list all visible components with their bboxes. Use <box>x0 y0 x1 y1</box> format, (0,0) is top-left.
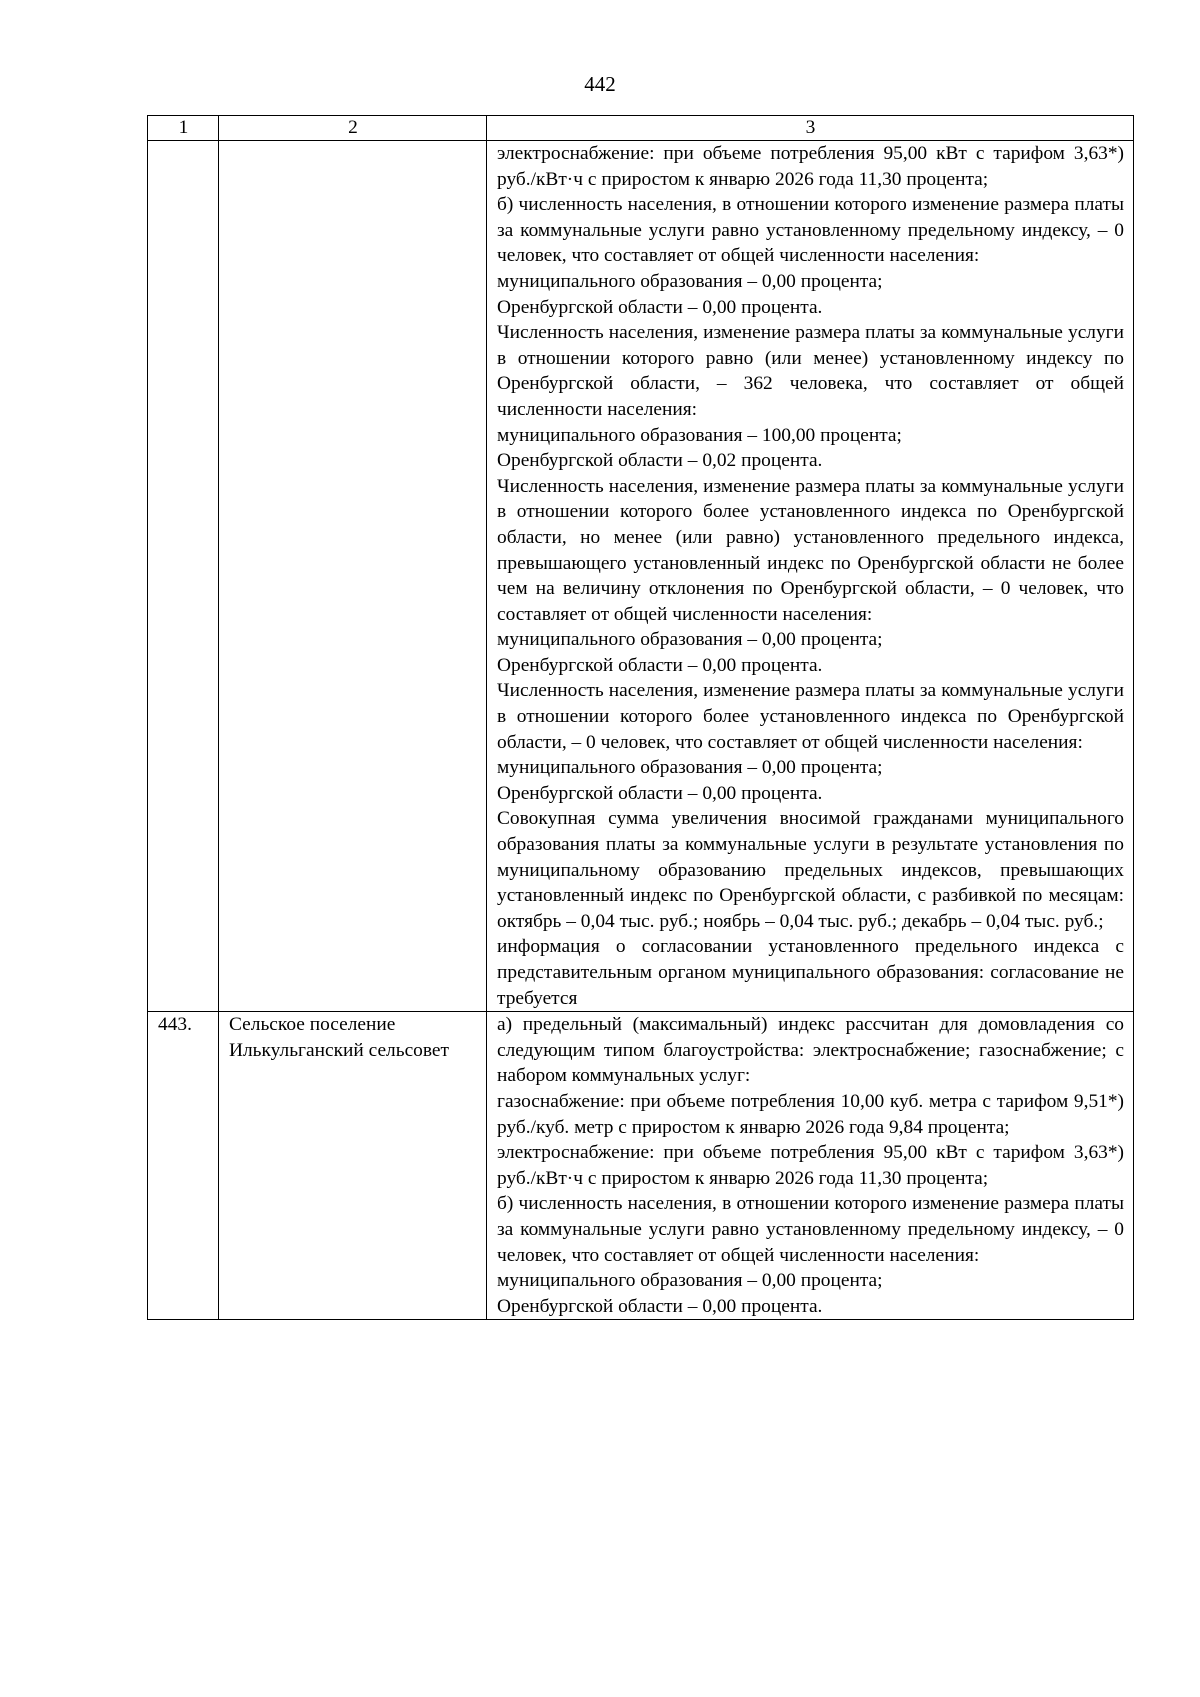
paragraph: Численность населения, изменение размера платы за коммунальные услуги в отношении которого равно (или менее) установленному индексу по Оренбургской области, – 362 человека, что составляет от общей численности населения: <box>497 322 1124 420</box>
paragraph: Оренбургской области – 0,00 процента. <box>497 296 823 318</box>
paragraph: информация о согласовании установленного предельного индекса с представительным органом муниципального образования: согласование не требуется <box>497 936 1124 1009</box>
header-col-3: 3 <box>487 116 1134 141</box>
paragraph: газоснабжение: при объеме потребления 10,00 куб. метра с тарифом 9,51*) руб./куб. метр с приростом к январю 2026 года 9,84 процента; <box>497 1090 1124 1138</box>
row-name: Сельское поселение Илькульганский сельсовет <box>219 1012 487 1320</box>
table-row <box>148 141 1134 1012</box>
paragraph: электроснабжение: при объеме потребления 95,00 кВт с тарифом 3,63*) руб./кВт·ч с приростом к январю 2026 года 11,30 процента; <box>497 1142 1124 1189</box>
paragraph: муниципального образования – 0,00 процента; <box>497 757 883 779</box>
paragraph: Оренбургской области – 0,00 процента. <box>497 782 823 804</box>
paragraph: муниципального образования – 0,00 процента; <box>497 270 883 292</box>
row-number <box>148 141 219 1012</box>
paragraph: б) численность населения, в отношении которого изменение размера платы за коммунальные услуги равно установленному предельному индексу, – 0 человек, что составляет от общей численности населения: <box>497 194 1124 267</box>
paragraph: Численность населения, изменение размера платы за коммунальные услуги в отношении которого более установленного индекса по Оренбургской области, но менее (или равно) установленного предельного индекса, превышающего установленный индекс по Оренбургской области не более чем на величину отклонения по Оренбургской области, – 0 человек, что составляет от общей численности населения: <box>497 475 1124 625</box>
paragraph: Совокупная сумма увеличения вносимой гражданами муниципального образования платы за коммунальные услуги в результате установления по муниципальному образованию предельных индексов, превышающих установленный индекс по Оренбургской области, с разбивкой по месяцам: октябрь – 0,04 тыс. руб.; ноябрь – 0,04 тыс. руб.; декабрь – 0,04 тыс. руб.; <box>497 808 1124 932</box>
paragraph: муниципального образования – 0,00 процента; <box>497 629 883 651</box>
document-table <box>147 115 1134 1320</box>
row-name <box>219 141 487 1012</box>
paragraph: муниципального образования – 0,00 процента; <box>497 1270 883 1292</box>
row-content <box>487 141 1134 1012</box>
header-col-2: 2 <box>219 116 487 141</box>
paragraph: электроснабжение: при объеме потребления 95,00 кВт с тарифом 3,63*) руб./кВт·ч с приростом к январю 2026 года 11,30 процента; <box>497 143 1124 190</box>
table-row <box>148 1012 1134 1320</box>
page-number: 442 <box>584 72 616 96</box>
row-content <box>487 1012 1134 1320</box>
paragraph: б) численность населения, в отношении которого изменение размера платы за коммунальные услуги равно установленному предельному индексу, – 0 человек, что составляет от общей численности населения: <box>497 1193 1124 1266</box>
paragraph: Оренбургской области – 0,00 процента. <box>497 1295 823 1317</box>
paragraph: муниципального образования – 100,00 процента; <box>497 424 902 446</box>
header-col-1: 1 <box>148 116 219 141</box>
paragraph: Численность населения, изменение размера платы за коммунальные услуги в отношении которого более установленного индекса по Оренбургской области, – 0 человек, что составляет от общей численности населения: <box>497 680 1124 753</box>
paragraph: Оренбургской области – 0,02 процента. <box>497 450 823 472</box>
row-number: 443. <box>148 1012 219 1320</box>
paragraph: Оренбургской области – 0,00 процента. <box>497 654 823 676</box>
paragraph: а) предельный (максимальный) индекс рассчитан для домовладения со следующим типом благоустройства: электроснабжение; газоснабжение; с набором коммунальных услуг: <box>497 1014 1124 1087</box>
table-header-row <box>148 116 1134 141</box>
